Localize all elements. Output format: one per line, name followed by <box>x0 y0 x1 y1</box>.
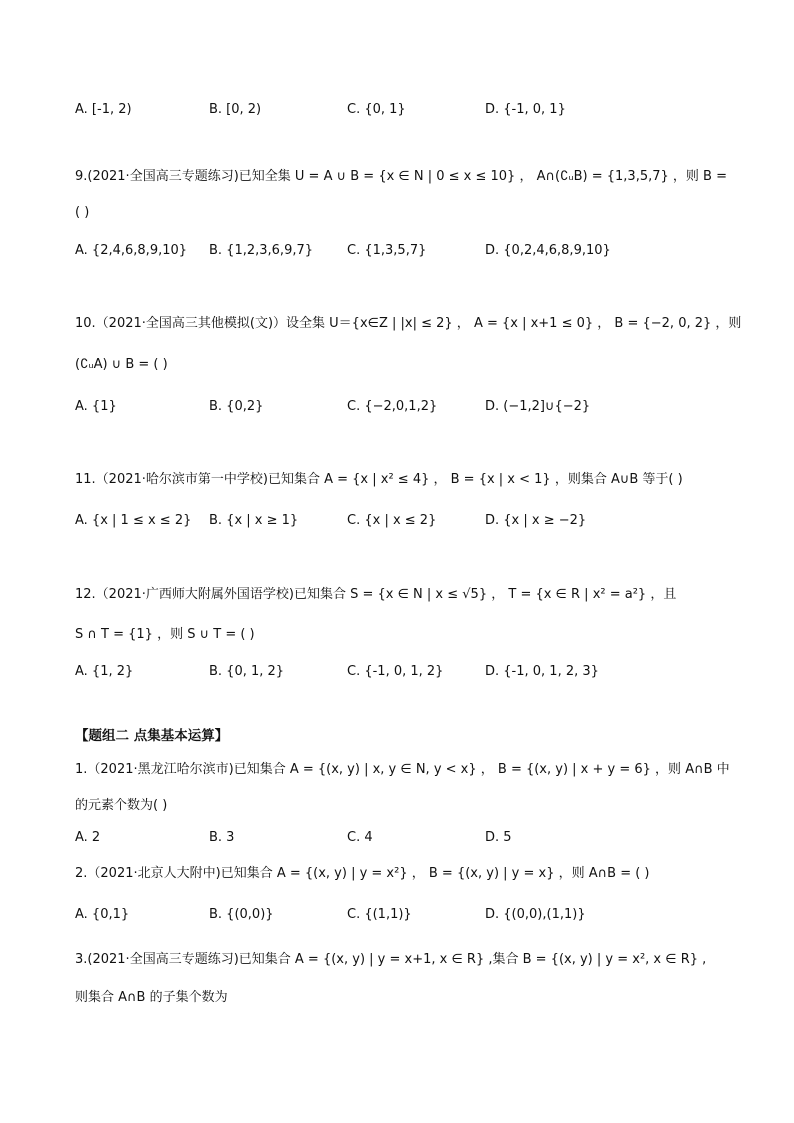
p1-stem-line1: 1.（2021·黑龙江哈尔滨市)已知集合 A = {(x, y) | x, y ∈ N, y < x} ， B = {(x, y) | x + y = 6} ，则 A∩B 中 <box>75 762 730 777</box>
q9-option-d: D. {0,2,4,6,8,9,10} <box>485 243 611 258</box>
q12-stem-line2: S ∩ T = {1} ，则 S ∪ T = ( ) <box>75 627 255 642</box>
p3-stem-line1: 3.(2021·全国高三专题练习)已知集合 A = {(x, y) | y = x+1, x ∈ R} ,集合 B = {(x, y) | y = x², x ∈ R} , <box>75 952 707 967</box>
q11-option-c: C. {x | x ≤ 2} <box>347 513 437 528</box>
q12-option-c: C. {-1, 0, 1, 2} <box>347 664 444 679</box>
p2-option-b: B. {(0,0)} <box>209 907 274 922</box>
q10-stem-line2: (∁ᵤA) ∪ B = ( ) <box>75 357 168 372</box>
p1-option-a: A. 2 <box>75 830 101 845</box>
p1-stem-line2: 的元素个数为( ) <box>75 798 168 813</box>
p2-option-d: D. {(0,0),(1,1)} <box>485 907 586 922</box>
section-heading: 【题组二 点集基本运算】 <box>75 728 229 744</box>
p1-option-b: B. 3 <box>209 830 235 845</box>
q9-option-b: B. {1,2,3,6,9,7} <box>209 243 314 258</box>
q9-stem-line1: 9.(2021·全国高三专题练习)已知全集 U = A ∪ B = {x ∈ N | 0 ≤ x ≤ 10} ， A∩(∁ᵤB) = {1,3,5,7} ，则 B = <box>75 169 727 184</box>
q10-stem-line1: 10.（2021·全国高三其他模拟(文)）设全集 U＝{x∈Z | |x| ≤ 2} ， A = {x | x+1 ≤ 0} ， B = {−2, 0, 2} ，则 <box>75 316 742 331</box>
q10-option-a: A. {1} <box>75 399 117 414</box>
q9-stem-line2: ( ) <box>75 205 90 220</box>
q8-option-c: C. {0, 1} <box>347 102 406 117</box>
q11-option-a: A. {x | 1 ≤ x ≤ 2} <box>75 513 192 528</box>
q12-option-d: D. {-1, 0, 1, 2, 3} <box>485 664 599 679</box>
p3-stem-line2: 则集合 A∩B 的子集个数为 <box>75 990 228 1005</box>
q8-option-d: D. {-1, 0, 1} <box>485 102 566 117</box>
p1-option-c: C. 4 <box>347 830 373 845</box>
q11-option-d: D. {x | x ≥ −2} <box>485 513 587 528</box>
q12-option-a: A. {1, 2} <box>75 664 134 679</box>
q10-option-c: C. {−2,0,1,2} <box>347 399 438 414</box>
q10-option-b: B. {0,2} <box>209 399 264 414</box>
q11-stem-line1: 11.（2021·哈尔滨市第一中学校)已知集合 A = {x | x² ≤ 4} ， B = {x | x < 1} ，则集合 A∪B 等于( ) <box>75 472 683 487</box>
p1-option-d: D. 5 <box>485 830 512 845</box>
q9-option-c: C. {1,3,5,7} <box>347 243 427 258</box>
q12-option-b: B. {0, 1, 2} <box>209 664 285 679</box>
q8-option-b: B. [0, 2) <box>209 102 262 117</box>
q11-option-b: B. {x | x ≥ 1} <box>209 513 299 528</box>
p2-stem-line1: 2.（2021·北京人大附中)已知集合 A = {(x, y) | y = x²} ， B = {(x, y) | y = x} ，则 A∩B = ( ) <box>75 866 650 881</box>
q8-option-a: A. [-1, 2) <box>75 102 132 117</box>
q12-stem-line1: 12.（2021·广西师大附属外国语学校)已知集合 S = {x ∈ N | x ≤ √5} ， T = {x ∈ R | x² = a²} ，且 <box>75 587 677 602</box>
q10-option-d: D. (−1,2]∪{−2} <box>485 399 591 414</box>
q9-option-a: A. {2,4,6,8,9,10} <box>75 243 188 258</box>
p2-option-c: C. {(1,1)} <box>347 907 412 922</box>
p2-option-a: A. {0,1} <box>75 907 130 922</box>
